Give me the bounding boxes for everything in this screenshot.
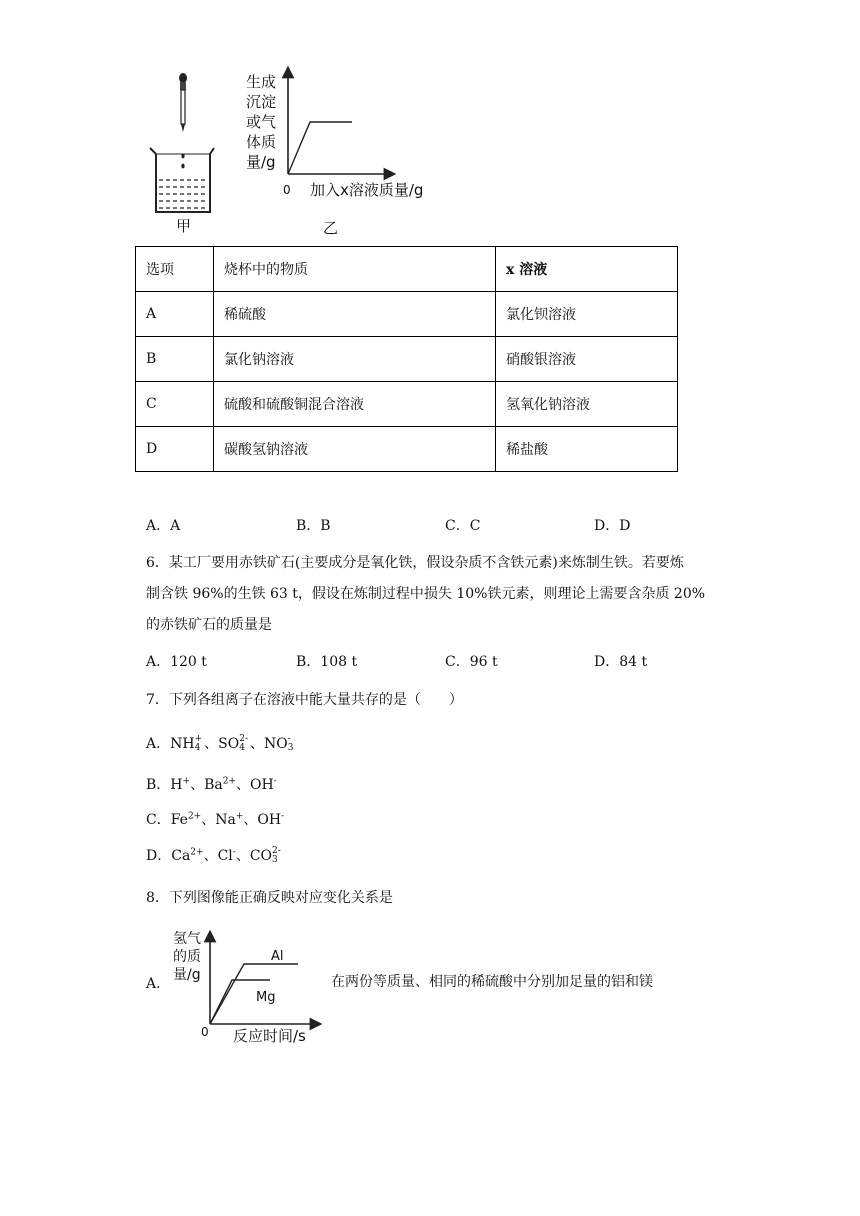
figure-yi-caption: 乙 — [323, 219, 339, 237]
figure-yi-y-label: 生成 沉淀 或气 体质 量/g — [246, 73, 277, 171]
q8-graph-x-label: 反应时间/s — [233, 1027, 306, 1045]
table-row — [136, 247, 678, 292]
table-cell: 稀硫酸 — [214, 292, 496, 337]
figure-jia-caption: 甲 — [176, 217, 192, 235]
q5-choice-c[interactable]: C．C — [445, 518, 481, 534]
beaker-dropper-figure — [140, 70, 220, 220]
q7-choice-c[interactable]: C．$Fe^{2+}$、Na+、OH- — [146, 811, 285, 828]
table-cell: 硝酸银溶液 — [496, 337, 678, 382]
q7-choice-a[interactable]: A．NH + 4 、SO 2- 4 、NO - 3 — [146, 734, 294, 753]
q6-choice-c[interactable]: C．96 t — [445, 654, 498, 670]
q8-choice-a-label[interactable]: A． — [146, 976, 171, 992]
q6-stem-line-3: 的赤铁矿石的质量是 — [146, 617, 272, 633]
x-solution-header: x 溶液 — [506, 262, 548, 278]
q8-stem: 8．下列图像能正确反映对应变化关系是 — [146, 890, 393, 906]
table-header-cell — [496, 247, 678, 292]
q8-graph-y-label: 氢气 的质 量/g — [173, 931, 201, 983]
q5-choice-a[interactable]: A．A — [146, 518, 181, 534]
q7-stem: 7．下列各组离子在溶液中能大量共存的是（ ） — [146, 692, 463, 708]
q5-choice-d[interactable]: D．D — [594, 518, 631, 534]
table-cell: D — [136, 427, 214, 472]
ion-nitrate: NO - 3 — [264, 734, 294, 753]
table-cell: 硫酸和硫酸铜混合溶液 — [214, 382, 496, 427]
figure-yi-x-label: 加入x溶液质量/g — [310, 181, 424, 199]
q8-graph-origin: 0 — [201, 1025, 209, 1039]
table-row — [136, 382, 678, 427]
q8-choice-a-description: 在两份等质量、相同的稀硫酸中分别加足量的铝和镁 — [331, 974, 653, 990]
series-al-label: Al — [271, 949, 284, 964]
table-cell: C — [136, 382, 214, 427]
q7-choice-b[interactable]: B．H+、$Ba^{2+}$、OH- — [146, 776, 277, 793]
q6-stem-line-2: 制含铁 96%的生铁 63 t，假设在炼制过程中损失 10%铁元素，则理论上需要含杂质 20% — [146, 586, 706, 602]
q5-choice-b[interactable]: B．B — [296, 518, 331, 534]
series-al-line — [210, 964, 298, 1024]
table-cell: 氢氧化钠溶液 — [496, 382, 678, 427]
table-cell: 氯化钡溶液 — [496, 292, 678, 337]
q7-choice-d[interactable]: D．$Ca^{2+}$、Cl-、CO 2- 3 — [146, 846, 281, 865]
table-cell: A — [136, 292, 214, 337]
q6-stem-line-1: 6．某工厂要用赤铁矿石(主要成分是氧化铁，假设杂质不含铁元素)来炼制生铁。若要炼 — [146, 555, 684, 571]
table-cell: 氯化钠溶液 — [214, 337, 496, 382]
table-cell: 稀盐酸 — [496, 427, 678, 472]
ion-ammonium: NH + 4 — [170, 734, 203, 753]
table-header-cell: 烧杯中的物质 — [214, 247, 496, 292]
figure-yi-graph — [280, 66, 400, 182]
table-row — [136, 292, 678, 337]
table-row — [136, 337, 678, 382]
table-cell: B — [136, 337, 214, 382]
series-mg-label: Mg — [256, 990, 276, 1005]
ion-sulfate: SO 2- 4 — [218, 734, 248, 753]
options-table — [135, 246, 678, 472]
q6-choice-d[interactable]: D．84 t — [594, 654, 648, 670]
q6-choice-a[interactable]: A．120 t — [146, 654, 207, 670]
q8-hydrogen-graph — [204, 930, 322, 1030]
q6-choice-b[interactable]: B．108 t — [296, 654, 358, 670]
table-header-cell: 选项 — [136, 247, 214, 292]
table-cell: 碳酸氢钠溶液 — [214, 427, 496, 472]
figure-yi-origin: 0 — [283, 183, 291, 197]
table-row — [136, 427, 678, 472]
